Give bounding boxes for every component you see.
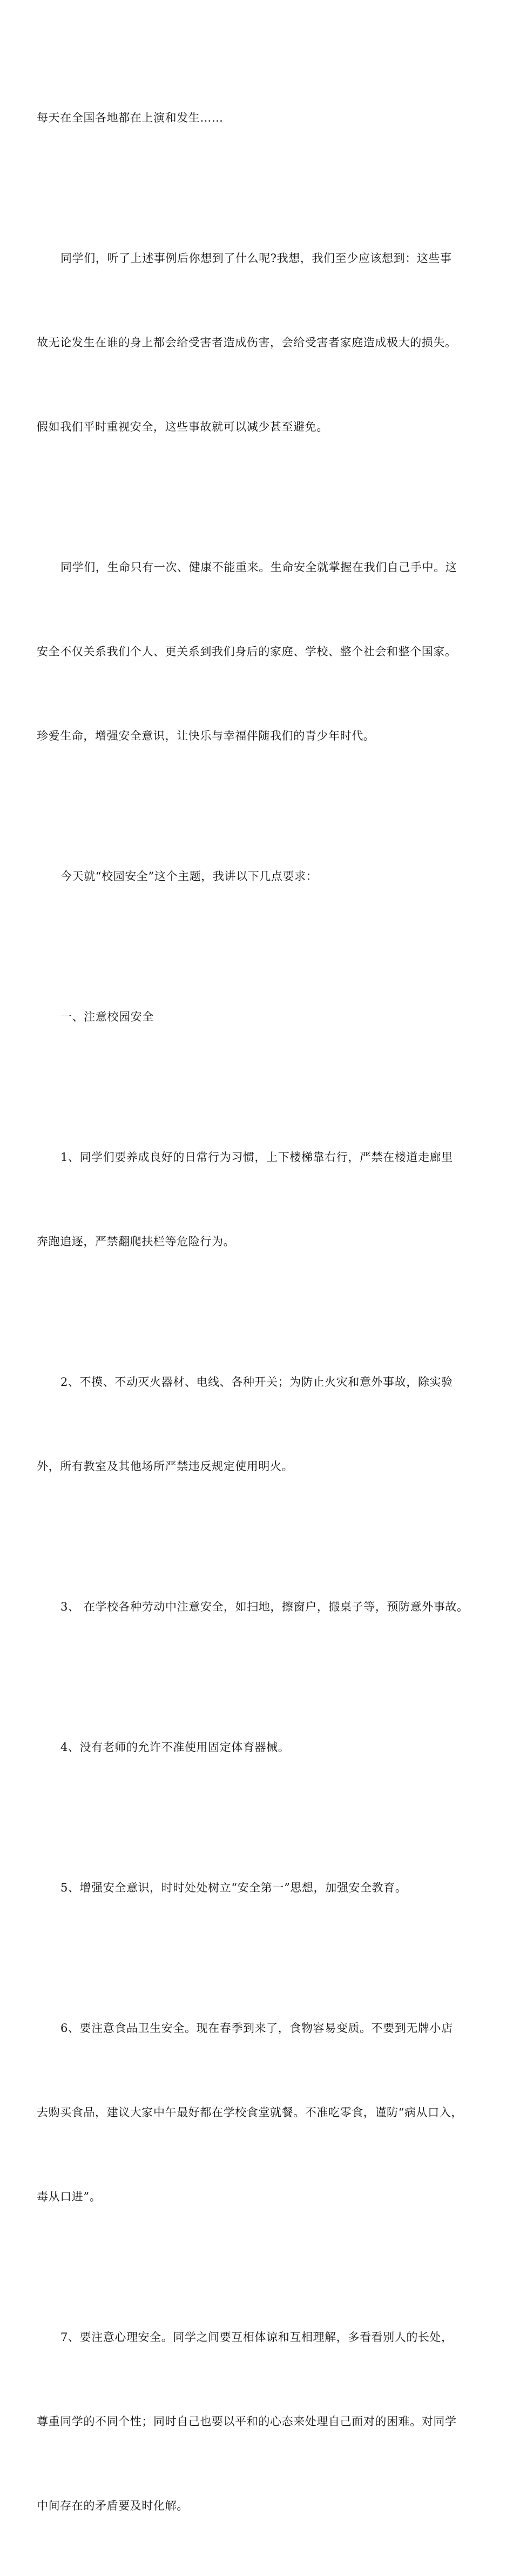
list-item-5 xyxy=(37,1817,480,1958)
text-line: 今天就“校园安全”这个主题，我讲以下几点要求： xyxy=(60,870,318,883)
list-item-7 xyxy=(37,2267,480,2576)
text-line: 奔跑追逐，严禁翻爬扶栏等危险行为。 xyxy=(37,1235,235,1248)
text-line: 外，所有教室及其他场所严禁违反规定使用明火。 xyxy=(37,1460,294,1473)
text-line: 中间存在的矛盾要及时化解。 xyxy=(37,2499,188,2512)
text-line: 同学们，生命只有一次、健康不能重来。生命安全就掌握在我们自己手中。这 xyxy=(60,561,457,574)
list-item-2 xyxy=(37,1312,480,1537)
text-line: 1、同学们要养成良好的日常行为习惯，上下楼梯靠右行，严禁在楼道走廊里 xyxy=(60,1151,453,1164)
section-heading-campus-safety xyxy=(37,947,480,1087)
list-item-3 xyxy=(37,1537,480,1677)
paragraph-reflection xyxy=(37,188,480,497)
list-item-1 xyxy=(37,1087,480,1312)
text-line: 2、不摸、不动灭火器材、电线、各种开关；为防止火灾和意外事故，除实验 xyxy=(60,1376,453,1388)
document-body xyxy=(37,48,480,2576)
text-line: 6、要注意食品卫生安全。现在春季到来了，食物容易变质。不要到无牌小店 xyxy=(60,2022,453,2035)
text-line: 4、没有老师的允许不准使用固定体育器械。 xyxy=(60,1741,290,1754)
list-item-6 xyxy=(37,1958,480,2267)
text-line: 3、 在学校各种劳动中注意安全，如扫地，擦窗户，搬桌子等，预防意外事故。 xyxy=(60,1600,469,1613)
text-line: 7、要注意心理安全。同学之间要互相体谅和互相理解，多看看别人的长处， xyxy=(60,2331,453,2344)
paragraph-topic xyxy=(37,806,480,947)
text-line: 珍爱生命，增强安全意识，让快乐与幸福伴随我们的青少年时代。 xyxy=(37,729,375,742)
text-line: 假如我们平时重视安全，这些事故就可以减少甚至避免。 xyxy=(37,420,328,433)
text-line: 去购买食品，建议大家中午最好都在学校食堂就餐。不准吃零食，谨防“病从口入， xyxy=(37,2106,463,2119)
text-line: 每天在全国各地都在上演和发生…… xyxy=(37,111,224,124)
list-item-4 xyxy=(37,1677,480,1817)
paragraph-intro-tail xyxy=(37,48,480,188)
text-line: 故无论发生在谁的身上都会给受害者造成伤害，会给受害者家庭造成极大的损失。 xyxy=(37,336,457,349)
text-line: 一、注意校园安全 xyxy=(60,1010,154,1023)
text-line: 同学们，听了上述事例后你想到了什么呢?我想，我们至少应该想到：这些事 xyxy=(60,252,452,265)
paragraph-life xyxy=(37,497,480,806)
text-line: 毒从口进”。 xyxy=(37,2190,102,2203)
text-line: 尊重同学的不同个性；同时自己也要以平和的心态来处理自己面对的困难。对同学 xyxy=(37,2415,457,2428)
text-line: 5、增强安全意识，时时处处树立“安全第一”思想，加强安全教育。 xyxy=(60,1881,407,1894)
text-line: 安全不仅关系我们个人、更关系到我们身后的家庭、学校、整个社会和整个国家。 xyxy=(37,645,457,658)
